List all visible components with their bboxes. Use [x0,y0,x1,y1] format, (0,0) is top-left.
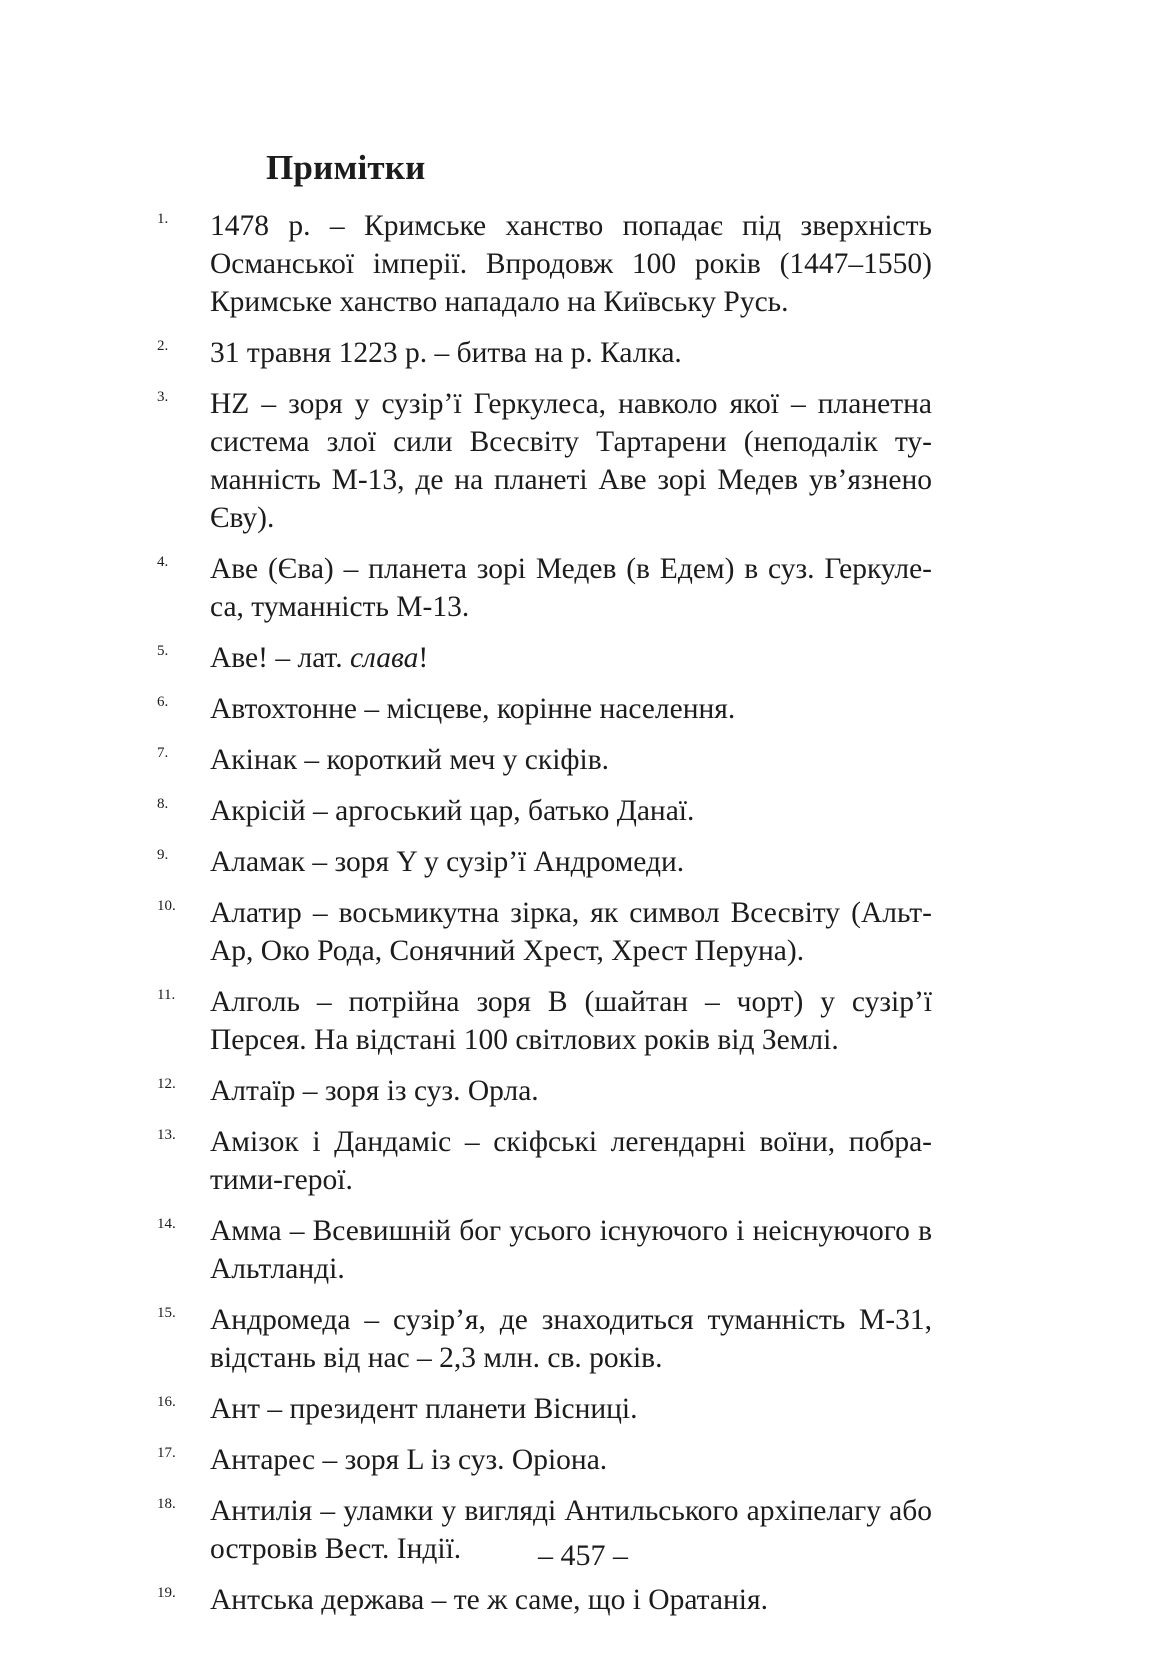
note-text: Акінак – короткий меч у скіфів. [210,744,610,776]
note-text [210,639,932,677]
note-text-part: ! [418,642,429,674]
note-text: Амізок і Дандаміс – скіфські легендарні воїни, побратими-герої. [210,1126,932,1196]
note-text: Антська держава – те ж саме, що і Оратанія. [210,1584,768,1616]
note-item [157,1441,932,1479]
note-item [157,894,932,970]
note-text: Акрісій – аргоський цар, батько Данаї. [210,795,695,827]
note-number: 15. [157,1305,176,1321]
note-text-italic: слава [349,642,419,674]
note-number: 6. [157,694,169,710]
note-item [157,207,932,321]
note-item [157,843,932,881]
note-number: 13. [157,1127,176,1143]
note-number: 3. [157,389,169,405]
note-item [157,792,932,830]
notes-list [157,207,932,1632]
note-text: Ант – президент планети Вісниці. [210,1393,638,1425]
note-number: 8. [157,796,169,812]
note-item [157,1301,932,1377]
page-number: – 457 – [538,1539,628,1572]
note-item [157,1212,932,1288]
note-item [157,385,932,537]
note-text: Алтаїр – зоря із суз. Орла. [210,1075,539,1107]
note-number: 16. [157,1394,176,1410]
note-item [157,550,932,626]
page-heading: Примітки [266,148,426,187]
note-text: 1478 р. – Кримське ханство попадає під зверхність Османської імперії. Впродовж 100 років (1447–1550) Кримське ханство нападало на Київську Русь. [210,210,932,318]
note-number: 12. [157,1076,176,1092]
note-number: 2. [157,338,169,354]
note-item [157,334,932,372]
note-item [157,690,932,728]
note-text: Антилія – уламки у вигляді Антильського архіпелагу або островів Вест. Індії. [210,1495,932,1565]
note-text: Алголь – потрійна зоря B (шайтан – чорт) у сузір’ї Персея. На відстані 100 світлових років від Землі. [210,986,932,1056]
note-number: 1. [157,211,169,227]
note-item [157,983,932,1059]
note-number: 18. [157,1496,176,1512]
note-item [157,639,932,677]
note-text: Аламак – зоря Y у сузір’ї Андромеди. [210,846,685,878]
note-text: Антарес – зоря L із суз. Оріона. [210,1444,608,1476]
note-item [157,1123,932,1199]
note-number: 17. [157,1445,176,1461]
note-item [157,1390,932,1428]
note-number: 14. [157,1216,176,1232]
note-text: Автохтонне – місцеве, корінне населення. [210,693,736,725]
note-number: 7. [157,745,169,761]
note-item [157,741,932,779]
note-number: 19. [157,1585,176,1601]
note-number: 10. [157,898,176,914]
note-number: 11. [157,987,176,1003]
note-text: Андромеда – сузір’я, де знаходиться туманність М-31, відстань від нас – 2,3 млн. св. років. [210,1304,932,1374]
note-text: HZ – зоря у сузір’ї Геркулеса, навколо якої – планетна система злої сили Всесвіту Тартарени (неподалік туманність М-13, де на планеті Аве зорі Медев ув’язнено Єву). [210,388,932,534]
note-text: Аве (Єва) – планета зорі Медев (в Едем) в суз. Геркулеса, туманність М-13. [210,553,932,623]
note-text-part: Аве! – лат. [210,642,350,674]
note-number: 5. [157,643,169,659]
note-item [157,1581,932,1619]
note-item [157,1072,932,1110]
note-number: 4. [157,554,169,570]
note-number: 9. [157,847,169,863]
note-text: 31 травня 1223 р. – битва на р. Калка. [210,337,682,369]
note-text: Амма – Всевишній бог усього існуючого і неіснуючого в Альтланді. [210,1215,932,1285]
note-text: Алатир – восьмикутна зірка, як символ Всесвіту (Альт-Ар, Око Рода, Сонячний Хрест, Хрест Перуна). [210,897,932,967]
